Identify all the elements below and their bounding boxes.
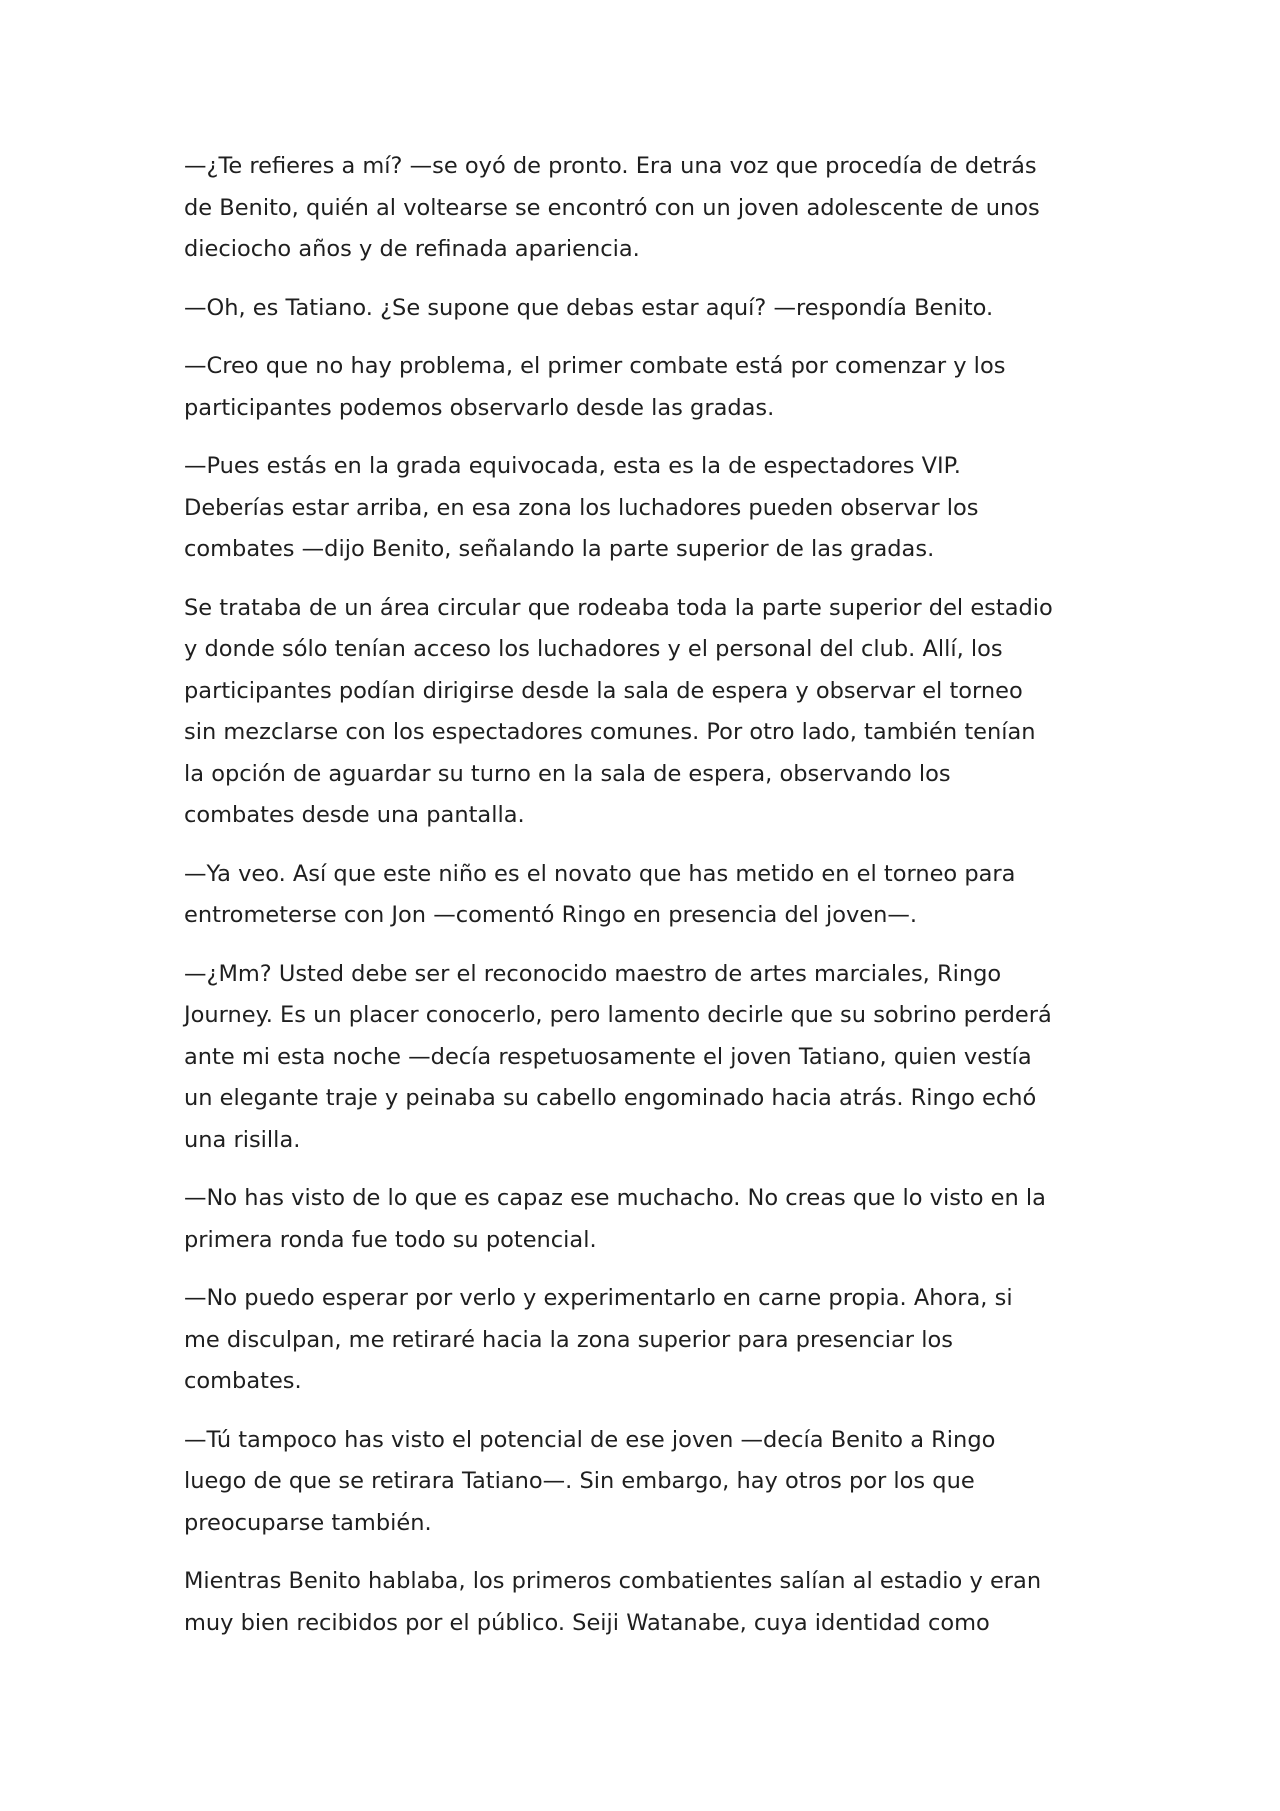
text-line: una risilla. xyxy=(184,1126,301,1153)
text-line: Journey. Es un placer conocerlo, pero lamento decirle que su sobrino perderá xyxy=(184,1002,1052,1028)
paragraph xyxy=(184,446,1104,571)
paragraph xyxy=(184,1178,1104,1261)
text-line: dieciocho años y de refinada apariencia. xyxy=(184,236,640,262)
text-line: me disculpan, me retiraré hacia la zona superior para presenciar los xyxy=(184,1326,953,1353)
paragraph xyxy=(184,288,1104,330)
text-line: —¿Mm? Usted debe ser el reconocido maestro de artes marciales, Ringo xyxy=(184,960,1002,987)
text-line: luego de que se retirara Tatiano—. Sin embargo, hay otros por los que xyxy=(184,1468,975,1494)
text-line: participantes podían dirigirse desde la sala de espera y observar el torneo xyxy=(184,677,1023,704)
text-line: combates —dijo Benito, señalando la parte superior de las gradas. xyxy=(184,536,935,562)
text-line: —No has visto de lo que es capaz ese muchacho. No creas que lo visto en la xyxy=(184,1185,1046,1211)
text-line: ante mi esta noche —decía respetuosamente el joven Tatiano, quien vestía xyxy=(184,1043,1032,1070)
text-line: muy bien recibidos por el público. Seiji Watanabe, cuya identidad como xyxy=(184,1609,990,1636)
paragraph xyxy=(184,1278,1104,1403)
text-line: —¿Te refieres a mí? —se oyó de pronto. Era una voz que procedía de detrás xyxy=(184,153,1037,179)
text-line: entrometerse con Jon —comentó Ringo en presencia del joven—. xyxy=(184,902,918,928)
text-line: —Tú tampoco has visto el potencial de ese joven —decía Benito a Ringo xyxy=(184,1426,996,1453)
text-line: Deberías estar arriba, en esa zona los luchadores pueden observar los xyxy=(184,494,979,521)
paragraph xyxy=(184,954,1104,1162)
text-line: —Ya veo. Así que este niño es el novato que has metido en el torneo para xyxy=(184,860,1016,887)
text-line: y donde sólo tenían acceso los luchadores y el personal del club. Allí, los xyxy=(184,636,1003,662)
text-line: combates. xyxy=(184,1368,302,1394)
text-line: la opción de aguardar su turno en la sala de espera, observando los xyxy=(184,760,951,787)
paragraph xyxy=(184,1420,1104,1545)
text-line: preocuparse también. xyxy=(184,1509,432,1536)
document-body xyxy=(184,146,1104,1661)
text-line: sin mezclarse con los espectadores comunes. Por otro lado, también tenían xyxy=(184,719,1036,745)
text-line: Se trataba de un área circular que rodeaba toda la parte superior del estadio xyxy=(184,594,1053,621)
text-line: —No puedo esperar por verlo y experimentarlo en carne propia. Ahora, si xyxy=(184,1285,1013,1311)
text-line: combates desde una pantalla. xyxy=(184,802,525,828)
text-line: primera ronda fue todo su potencial. xyxy=(184,1226,597,1253)
text-line: participantes podemos observarlo desde las gradas. xyxy=(184,394,775,421)
text-line: de Benito, quién al voltearse se encontró con un joven adolescente de unos xyxy=(184,194,1040,221)
paragraph xyxy=(184,588,1104,837)
text-line: —Creo que no hay problema, el primer combate está por comenzar y los xyxy=(184,353,1006,379)
text-line: Mientras Benito hablaba, los primeros combatientes salían al estadio y eran xyxy=(184,1568,1042,1594)
text-line: —Oh, es Tatiano. ¿Se supone que debas estar aquí? —respondía Benito. xyxy=(184,294,994,321)
paragraph xyxy=(184,146,1104,271)
text-line: —Pues estás en la grada equivocada, esta es la de espectadores VIP. xyxy=(184,453,961,479)
paragraph xyxy=(184,346,1104,429)
paragraph xyxy=(184,1561,1104,1644)
paragraph xyxy=(184,854,1104,937)
text-line: un elegante traje y peinaba su cabello engominado hacia atrás. Ringo echó xyxy=(184,1085,1037,1111)
